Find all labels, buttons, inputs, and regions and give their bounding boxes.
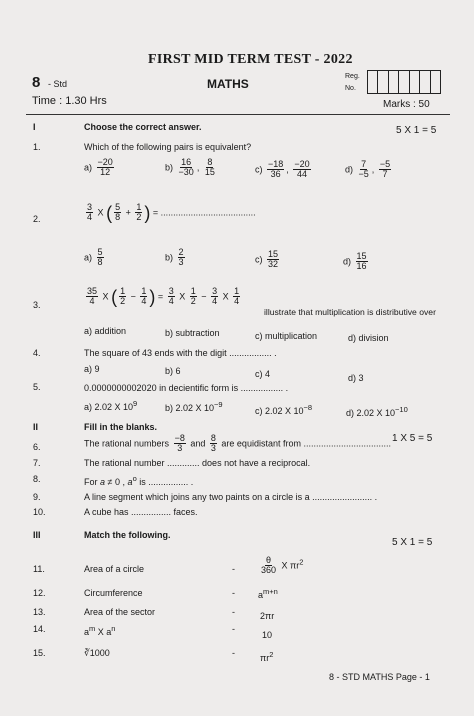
q3-option-b: b) subtraction — [165, 328, 220, 338]
q5-number: 5. — [33, 382, 41, 392]
std-number: 8 — [32, 74, 41, 91]
q2-option-b: b) $\frac{2}{3}$ — [165, 247, 184, 268]
q3-option-c: c) multiplication — [255, 331, 318, 341]
q6-text: The rational numbers $\frac{-8}{3}$ and $\frac{8}{3}$ are equidistant from ................................... — [84, 433, 391, 454]
fraction: $\frac{16}{-30}$ — [178, 157, 194, 178]
section3-roman: III — [33, 530, 41, 540]
reg-digit-cell[interactable] — [431, 71, 440, 93]
q4-option-a: a) 9 — [84, 364, 100, 374]
reg-digit-cell[interactable] — [410, 71, 420, 93]
fraction: $\frac{7}{-5}$ — [358, 159, 369, 180]
section1-roman: I — [33, 122, 36, 132]
reg-label: Reg. — [345, 73, 360, 80]
subject-title: MATHS — [207, 77, 249, 91]
reg-digit-cell[interactable] — [378, 71, 388, 93]
match-row-15-left: ∛1000 — [84, 648, 110, 658]
fraction: $\frac{-18}{36}$ — [268, 159, 284, 180]
q3-option-a: a) addition — [84, 326, 127, 336]
q10-text: A cube has ................ faces. — [84, 507, 198, 517]
reg-digit-cell[interactable] — [368, 71, 378, 93]
fraction: $\frac{-20}{12}$ — [97, 157, 113, 178]
q6-number: 6. — [33, 442, 41, 452]
q9-text: A line segment which joins any two paints on a circle is a ........................ . — [84, 492, 378, 502]
q9-number: 9. — [33, 492, 41, 502]
q4-option-d: d) 3 — [348, 373, 364, 383]
q5-text: 0.0000000002020 in decientific form is ................. . — [84, 383, 289, 393]
match-right-4: 10 — [262, 630, 273, 640]
match-right-2: $a^{m+n}$ — [258, 587, 278, 600]
q1-text: Which of the following pairs is equivalent? — [84, 142, 252, 152]
q1-option-d: d) $\frac{7}{-5}$ , $\frac{-5}{7}$ — [345, 159, 391, 180]
q4-option-b: b) 6 — [165, 366, 181, 376]
section1-marks: 5 X 1 = 5 — [396, 125, 437, 136]
q1-option-c: c) $\frac{-18}{36}$ , $\frac{-20}{44}$ — [255, 159, 310, 180]
match-row-11-left: Area of a circle — [84, 564, 145, 574]
match-right-1: $\frac{\theta}{360}$ X $\pi r^2$ — [261, 555, 304, 576]
match-right-5: $\pi r^2$ — [260, 650, 274, 663]
match-row-14-number: 14. — [33, 624, 46, 634]
section3-marks: 5 X 1 = 5 — [392, 537, 433, 548]
q1-number: 1. — [33, 142, 41, 152]
q2-option-d: d) $\frac{15}{16}$ — [343, 251, 367, 272]
section2-title: Fill in the blanks. — [84, 422, 158, 432]
match-row-14-left: $a^m$ X $a^n$ — [84, 624, 116, 637]
fraction: $\frac{-20}{44}$ — [294, 159, 310, 180]
match-row-13-number: 13. — [33, 607, 46, 617]
q1-option-b: b) $\frac{16}{-30}$ , $\frac{8}{15}$ — [165, 157, 215, 178]
match-row-11-number: 11. — [33, 564, 45, 574]
q8-text: For a ≠ 0 , $a^o$ is ................ . — [84, 474, 194, 487]
std-label: - Std — [48, 79, 68, 89]
match-dash: - — [232, 624, 235, 634]
marks-label: Marks : 50 — [383, 99, 430, 110]
section2-roman: II — [33, 422, 39, 432]
q10-number: 10. — [33, 507, 46, 517]
q2-option-c: c) $\frac{15}{32}$ — [255, 249, 279, 270]
q1-option-a: a) $\frac{-20}{12}$ — [84, 157, 113, 178]
q4-option-c: c) 4 — [255, 369, 271, 379]
q2-option-a: a) $\frac{5}{8}$ — [84, 247, 103, 268]
match-row-12-number: 12. — [33, 588, 46, 598]
header-divider — [26, 114, 450, 115]
match-right-3: 2πr — [260, 611, 275, 621]
q3-option-d: d) division — [348, 333, 389, 343]
q8-number: 8. — [33, 474, 41, 484]
q2-number: 2. — [33, 214, 41, 224]
reg-number-box[interactable] — [367, 70, 441, 94]
q5-option-d: d) 2.02 X $10^{-10}$ — [346, 405, 408, 418]
q4-text: The square of 43 ends with the digit ................. . — [84, 348, 277, 358]
q5-option-c: c) 2.02 X $10^{-8}$ — [255, 403, 313, 416]
section1-title: Choose the correct answer. — [84, 122, 202, 132]
q5-option-b: b) 2.02 X $10^{-9}$ — [165, 400, 223, 413]
q3-number: 3. — [33, 300, 41, 310]
section2-marks: 1 X 5 = 5 — [392, 433, 433, 444]
fraction: $\frac{-5}{7}$ — [379, 159, 391, 180]
q7-number: 7. — [33, 458, 41, 468]
q3-expression: $\frac{35}{4}$ X ( $\frac{1}{2}$ − $\frac{1}{4}$ ) = $\frac{3}{4}$ X $\frac{1}{2}$ − $\frac{3}{4}$ X $\frac{1}{4}$ — [87, 286, 240, 307]
match-dash: - — [232, 648, 235, 658]
match-row-13-left: Area of the sector — [84, 607, 156, 617]
reg-digit-cell[interactable] — [399, 71, 409, 93]
q4-number: 4. — [33, 348, 41, 358]
match-row-15-number: 15. — [33, 648, 46, 658]
no-label: No. — [345, 85, 356, 92]
q3-text: illustrate that multiplication is distributive over — [264, 307, 436, 317]
reg-digit-cell[interactable] — [420, 71, 430, 93]
reg-digit-cell[interactable] — [389, 71, 399, 93]
time-label: Time : 1.30 Hrs — [32, 95, 107, 107]
match-dash: - — [232, 607, 235, 617]
match-dash: - — [232, 564, 235, 574]
test-title: FIRST MID TERM TEST - 2022 — [148, 52, 353, 67]
q2-expression: $\frac{3}{4}$ X ( $\frac{5}{8}$ + $\frac{1}{2}$ ) = ...................................... — [87, 202, 256, 223]
q5-option-a: a) 2.02 X $10^9$ — [84, 399, 138, 412]
section3-title: Match the following. — [84, 530, 171, 540]
match-dash: - — [232, 588, 235, 598]
q7-text: The rational number ............. does not have a reciprocal. — [84, 458, 311, 468]
match-row-12-left: Circumference — [84, 588, 143, 598]
fraction: $\frac{8}{15}$ — [204, 157, 215, 178]
page-footer: 8 - STD MATHS Page - 1 — [329, 672, 430, 682]
